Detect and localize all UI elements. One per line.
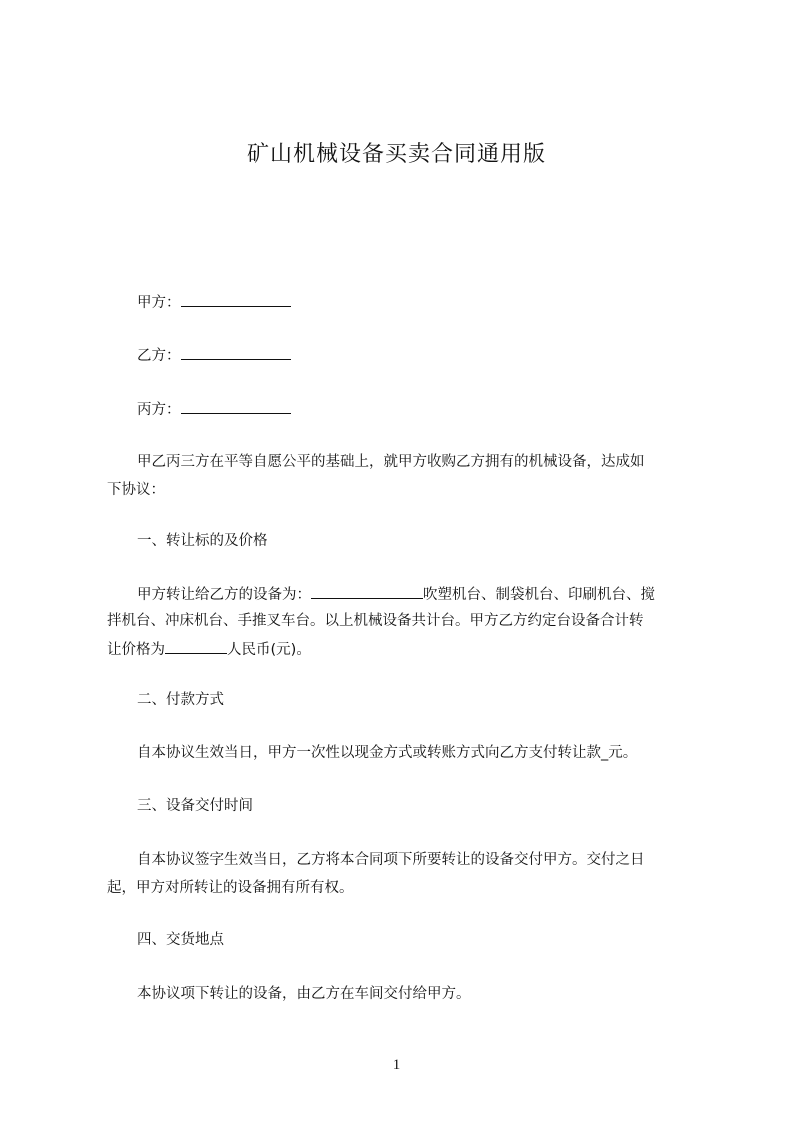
section-4-line-1: 本协议项下转让的设备，由乙方在车间交付给甲方。: [137, 986, 471, 1002]
price-blank: [165, 639, 227, 654]
section-1-heading: 一、转让标的及价格: [137, 533, 268, 549]
equipment-blank: [311, 584, 423, 599]
section-1-line-1-prefix: 甲方转让给乙方的设备为：: [137, 587, 311, 603]
section-4-heading: 四、交货地点: [137, 932, 224, 948]
party-jia: [137, 292, 291, 312]
intro-line-1: 甲乙丙三方在平等自愿公平的基础上，就甲方收购乙方拥有的机械设备，达成如: [137, 454, 645, 470]
intro-line-2: 下协议：: [107, 482, 165, 498]
party-jia-label: 甲方：: [137, 295, 181, 311]
section-1-line-3: [107, 639, 311, 659]
section-1-line-1: [137, 584, 655, 604]
party-bing-label: 丙方：: [137, 402, 181, 418]
document-title: 矿山机械设备买卖合同通用版: [246, 142, 546, 167]
party-yi-label: 乙方：: [137, 348, 181, 364]
section-3-line-2: 起，甲方对所转让的设备拥有所有权。: [107, 880, 354, 896]
section-1-line-2: 拌机台、冲床机台、手推叉车台。以上机械设备共计台。甲方乙方约定台设备合计转: [107, 613, 644, 629]
section-2-heading: 二、付款方式: [137, 692, 224, 708]
party-bing: [137, 399, 291, 419]
party-yi: [137, 345, 291, 365]
party-bing-blank: [181, 399, 291, 414]
party-jia-blank: [181, 292, 291, 307]
section-1-line-3-prefix: 让价格为: [107, 642, 165, 658]
section-1-line-3-suffix: 人民币(元)。: [227, 642, 311, 658]
section-3-heading: 三、设备交付时间: [137, 798, 253, 814]
party-yi-blank: [181, 345, 291, 360]
section-1-line-1-suffix: 吹塑机台、制袋机台、印刷机台、搅: [423, 587, 655, 603]
page-number: 1: [392, 1057, 401, 1073]
section-2-line-1: 自本协议生效当日，甲方一次性以现金方式或转账方式向乙方支付转让款_元。: [137, 745, 638, 761]
section-3-line-1: 自本协议签字生效当日，乙方将本合同项下所要转让的设备交付甲方。交付之日: [137, 852, 645, 868]
